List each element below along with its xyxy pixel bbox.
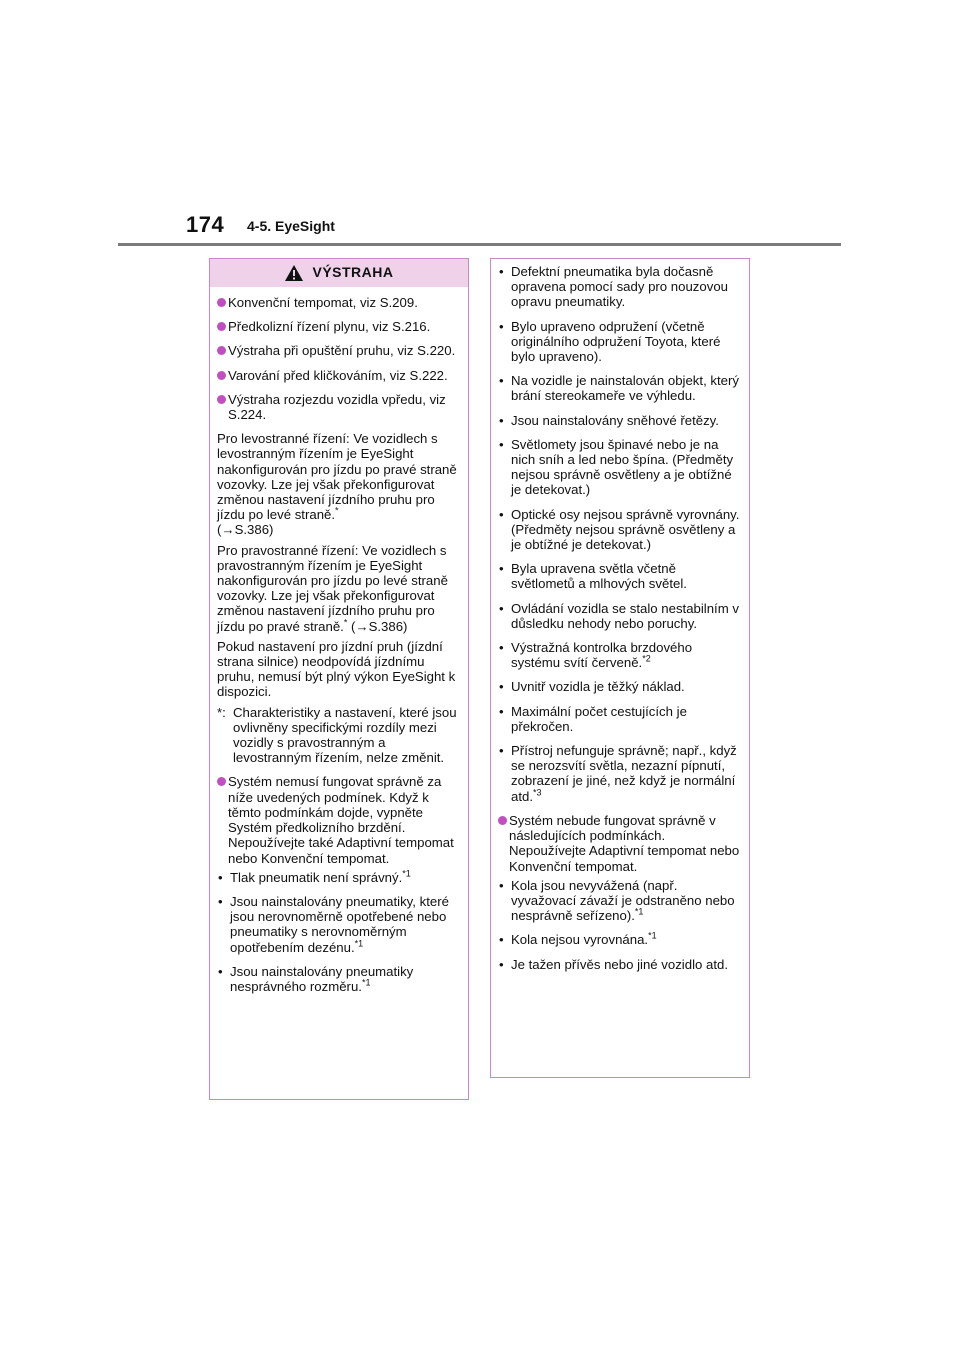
footnote [217, 705, 462, 766]
list-item: • Kola nejsou vyrovnána.$^{*1}$ [498, 932, 743, 947]
list-item: • Byla upravena světla včetně světlometů a mlhových světel. [498, 561, 743, 591]
page-reference: (→S.386) [347, 618, 408, 634]
list-item: • Jsou nainstalovány sněhové řetězy. [498, 413, 743, 428]
list-item: Výstraha při opuštění pruhu, viz S.220. [217, 343, 462, 358]
page-reference: (→S.386) [217, 522, 274, 538]
footnote-mark: *: [217, 704, 226, 720]
header-rule [118, 243, 841, 246]
list-item: • Na vozidle je nainstalován objekt, který brání stereokameře ve výhledu. [498, 373, 743, 403]
list-item: Systém nebude fungovat správně v následujících podmínkách. Nepoužívejte Adaptivní tempomat nebo Konvenční tempomat. [498, 813, 743, 874]
list-item: • Světlomety jsou špinavé nebo je na nich sníh a led nebo špína. (Předměty nejsou správně osvětleny a je obtížné je detekovat.) [498, 437, 743, 498]
list-item: Konvenční tempomat, viz S.209. [217, 295, 462, 310]
footnote-text: Charakteristiky a nastavení, které jsou ovlivněny specifickými rozdíly mezi vozidly s pravostranným a levostranným řízením, nelze změnit. [233, 704, 457, 766]
list-item: • Kola jsou nevyvážená (např. vyvažovací závaží je odstraněno nebo nesprávně seřízeno).$^{*1}$ [498, 878, 743, 924]
warning-box-continued [490, 258, 750, 1078]
page-number: 174 [186, 212, 225, 237]
paragraph-lane: Pokud nastavení pro jízdní pruh (jízdní strana silnice) neodpovídá jízdnímu pruhu, nemusí být plný výkon EyeSight k dispozici. [217, 638, 456, 700]
list-item: • Ovládání vozidla se stalo nestabilním v důsledku nehody nebo poruchy. [498, 601, 743, 631]
list-item: • Výstražná kontrolka brzdového systému svítí červeně.$^{*2}$ [498, 640, 743, 670]
warning-icon [284, 264, 304, 282]
list-item: • Přístroj nefunguje správně; např., když se nerozsvítí světla, nezazní pípnutí, zobrazení je jiné, než když je normální atd.$^{*3}$ [498, 743, 743, 804]
list-item: • Optické osy nejsou správně vyrovnány. (Předměty nejsou správně osvětleny a je obtížné je detekovat.) [498, 507, 743, 553]
paragraph-lhd [217, 431, 462, 537]
footnote-mark: * [343, 617, 348, 628]
list-item: Výstraha rozjezdu vozidla vpředu, viz S.224. [217, 392, 462, 422]
warning-header [210, 259, 468, 287]
paragraph-text: Pro pravostranné řízení: Ve vozidlech s pravostranným řízením je EyeSight nakonfigurován pro jízdu po levé straně vozovky. Lze jej však překonfigurovat změnou nastavení jízdního pruhu pro jízdu po pravé straně. [217, 542, 448, 634]
bullet-list [217, 870, 462, 994]
list-item: Systém nemusí fungovat správně za níže uvedených podmínek. Když k těmto podmínkám dojde, vypněte Systém předkolizního brzdění. Nepoužívejte také Adaptivní tempomat nebo Konvenční tempomat. [217, 774, 462, 865]
paragraph-rhd [217, 543, 462, 634]
list-item: • Defektní pneumatika byla dočasně opravena pomocí sady pro nouzovou opravu pneumatiky. [498, 264, 743, 310]
list-item: • Jsou nainstalovány pneumatiky, které jsou nerovnoměrně opotřebené nebo pneumatiky s nerovnoměrným opotřebením dezénu.$^{*1}$ [217, 894, 462, 955]
list-item: • Jsou nainstalovány pneumatiky nesprávného rozměru.$^{*1}$ [217, 964, 462, 994]
warning-title: VÝSTRAHA [312, 264, 394, 281]
list-item: • Je tažen přívěs nebo jiné vozidlo atd. [498, 957, 743, 972]
paragraph-text: Pro levostranné řízení: Ve vozidlech s levostranným řízením je EyeSight nakonfigurován pro jízdu po pravé straně vozovky. Lze jej však překonfigurovat změnou nastavení jízdního pruhu pro jízdu po levé straně. [217, 431, 457, 523]
warning-box [209, 258, 469, 1100]
list-item: • Bylo upraveno odpružení (včetně originálního odpružení Toyota, které bylo upraveno). [498, 319, 743, 365]
list-item: Předkolizní řízení plynu, viz S.216. [217, 319, 462, 334]
footnote-mark: * [335, 505, 339, 516]
list-item: • Maximální počet cestujících je překročen. [498, 704, 743, 734]
list-item: Varování před kličkováním, viz S.222. [217, 368, 462, 383]
list-item: • Uvnitř vozidla je těžký náklad. [498, 679, 743, 694]
section-title: 4-5. EyeSight [247, 218, 335, 234]
list-item: • Tlak pneumatik není správný.$^{*1}$ [217, 870, 462, 885]
